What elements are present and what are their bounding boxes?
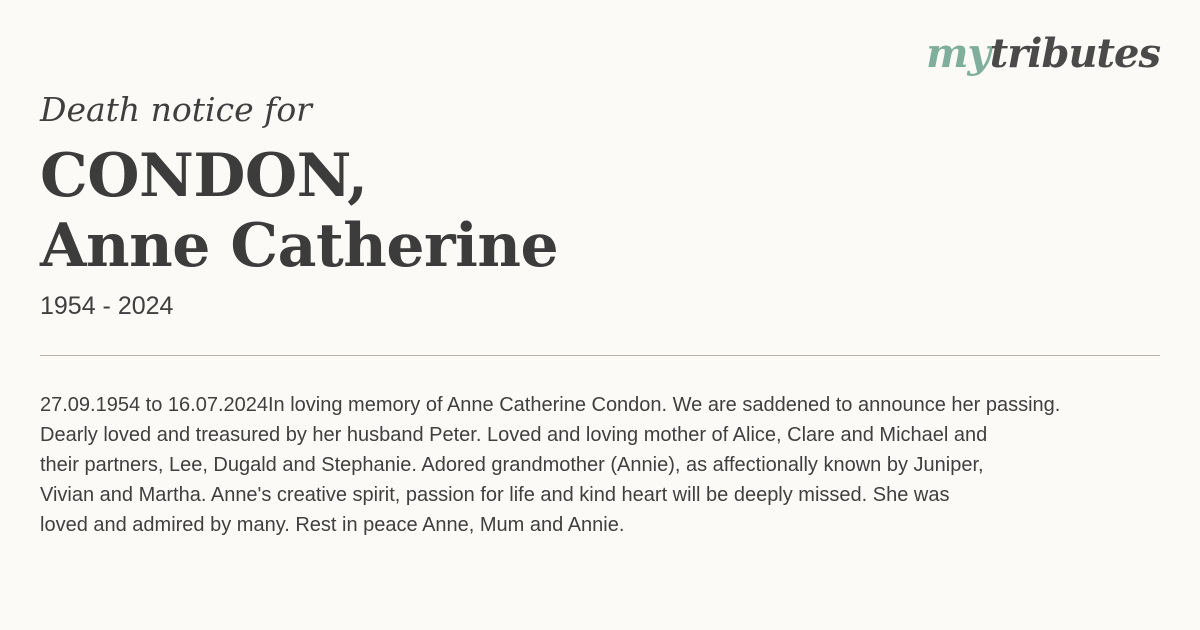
life-years: 1954 - 2024	[40, 292, 174, 320]
section-divider	[40, 355, 1160, 356]
notice-message	[40, 390, 1190, 540]
mytributes-logo[interactable]	[926, 30, 1160, 77]
message-line: Dearly loved and treasured by her husband Peter. Loved and loving mother of Alice, Clare and Michael and	[40, 424, 988, 446]
logo-my-text: my	[926, 30, 990, 77]
message-line: 27.09.1954 to 16.07.2024In loving memory of Anne Catherine Condon. We are saddened to announce her passing.	[40, 394, 1061, 416]
logo-tributes-text: tributes	[989, 30, 1160, 77]
notice-heading: Death notice for	[40, 90, 312, 129]
deceased-given-names: Anne Catherine	[40, 211, 559, 281]
message-line: Vivian and Martha. Anne's creative spirit, passion for life and kind heart will be deeply missed. She was	[40, 484, 950, 506]
message-line: their partners, Lee, Dugald and Stephanie. Adored grandmother (Annie), as affectionally known by Juniper,	[40, 454, 984, 476]
deceased-surname: CONDON,	[40, 141, 368, 211]
message-line: loved and admired by many. Rest in peace Anne, Mum and Annie.	[40, 514, 625, 536]
